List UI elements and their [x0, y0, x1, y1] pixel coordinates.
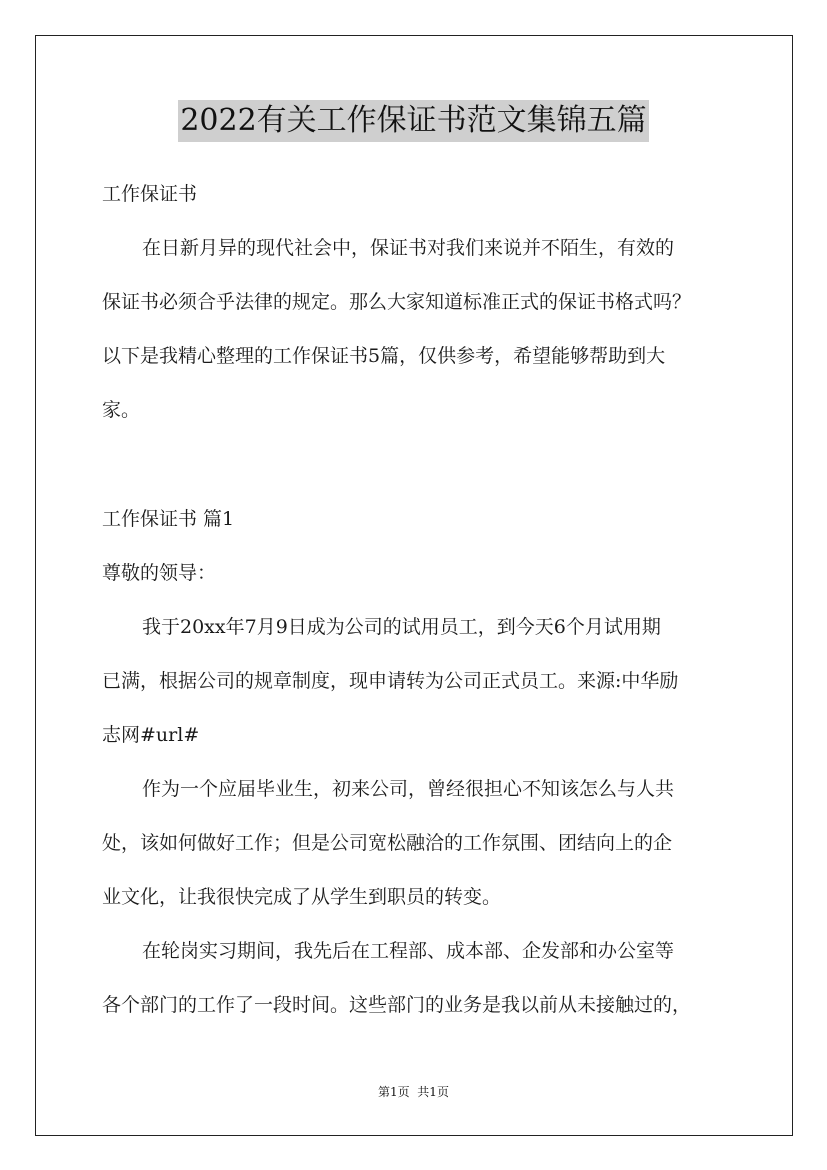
title-container — [0, 100, 827, 142]
document-title: 2022有关工作保证书范文集锦五篇 — [178, 100, 648, 142]
paragraph-line: 作为一个应届毕业生，初来公司，曾经很担心不知该怎么与人共 — [142, 778, 675, 800]
page-footer — [0, 1084, 827, 1100]
paragraph-line: 我于20xx年7月9日成为公司的试用员工，到今天6个月试用期 — [142, 616, 661, 638]
paragraph-line: 志网#url# — [102, 724, 200, 746]
paragraph-line: 各个部门的工作了一段时间。这些部门的业务是我以前从未接触过的， — [102, 994, 692, 1016]
paragraph-line: 在日新月异的现代社会中，保证书对我们来说并不陌生，有效的 — [142, 237, 675, 259]
paragraph-line: 已满，根据公司的规章制度，现申请转为公司正式员工。来源:中华励 — [102, 670, 679, 692]
section-heading: 工作保证书 — [102, 183, 198, 205]
paragraph-line: 在轮岗实习期间，我先后在工程部、成本部、企发部和办公室等 — [142, 940, 675, 962]
salutation: 尊敬的领导： — [102, 562, 217, 584]
paragraph-line: 处，该如何做好工作；但是公司宽松融洽的工作氛围、团结向上的企 — [102, 832, 673, 854]
page-number: 第1页 共1页 — [378, 1085, 449, 1099]
section-heading: 工作保证书 篇1 — [102, 508, 235, 530]
paragraph-line: 以下是我精心整理的工作保证书5篇，仅供参考，希望能够帮助到大 — [102, 345, 666, 367]
paragraph-line: 业文化，让我很快完成了从学生到职员的转变。 — [102, 886, 502, 908]
paragraph-line: 保证书必须合乎法律的规定。那么大家知道标准正式的保证书格式吗？ — [102, 291, 692, 313]
paragraph-line: 家。 — [102, 399, 141, 421]
